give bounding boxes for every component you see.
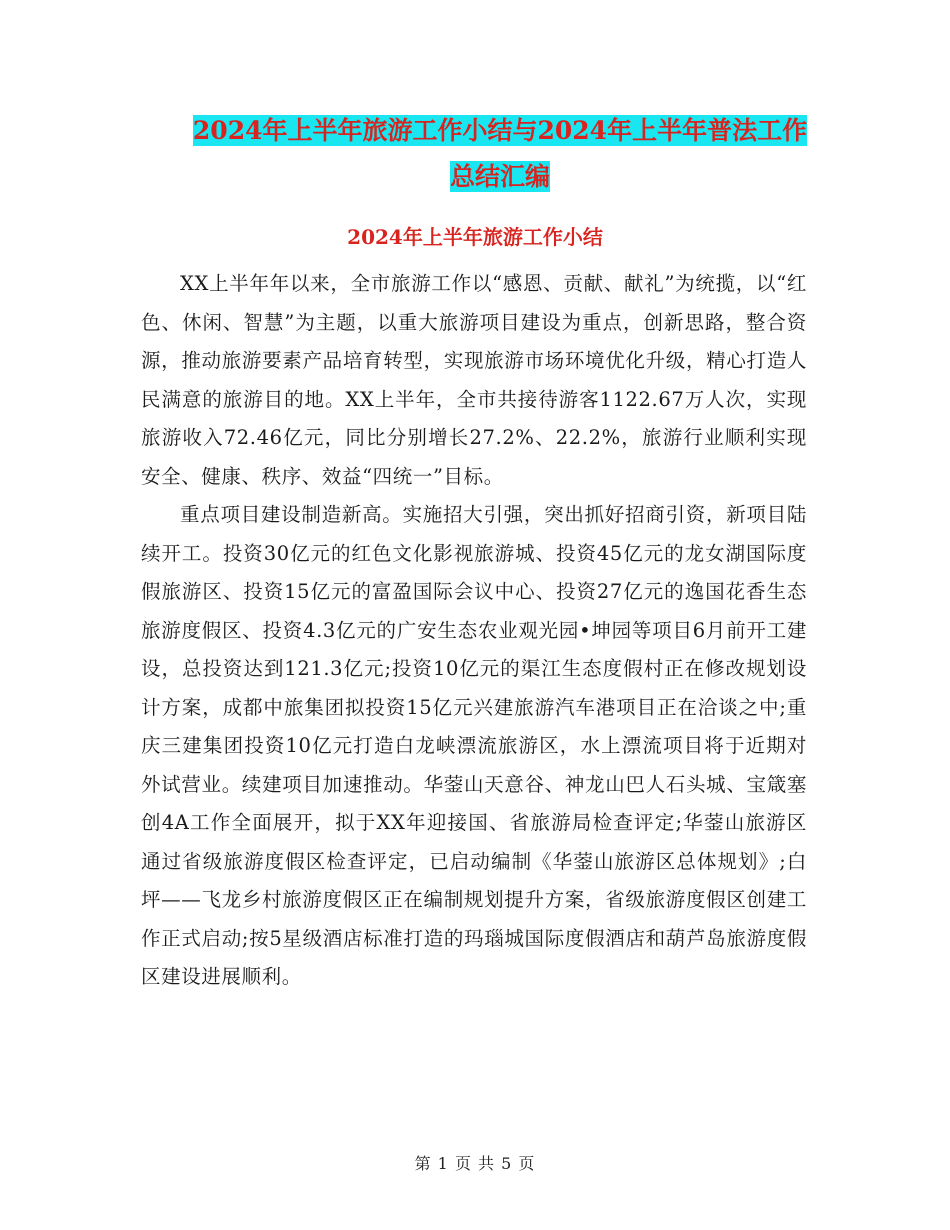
paragraph-2: 重点项目建设制造新高。实施招大引强，突出抓好招商引资，新项目陆续开工。投资30亿元的红色文化影视旅游城、投资45亿元的龙女湖国际度假旅游区、投资15亿元的富盈国际会议中心、投资27亿元的逸国花香生态旅游度假区、投资4.3亿元的广安生态农业观光园•坤园等项目6月前开工建设，总投资达到121.3亿元;投资10亿元的渠江生态度假村正在修改规划设计方案，成都中旅集团拟投资15亿元兴建旅游汽车港项目正在洽谈之中;重庆三建集团投资10亿元打造白龙峡漂流旅游区，水上漂流项目将于近期对外试营业。续建项目加速推动。华蓥山天意谷、神龙山巴人石头城、宝箴塞创4A工作全面展开，拟于XX年迎接国、省旅游局检查评定;华蓥山旅游区通过省级旅游度假区检查评定，已启动编制《华蓥山旅游区总体规划》;白坪——飞龙乡村旅游度假区正在编制规划提升方案，省级旅游度假区创建工作正式启动;按5星级酒店标准打造的玛瑙城国际度假酒店和葫芦岛旅游度假区建设进展顺利。 xyxy=(141,503,807,988)
body-text xyxy=(141,265,807,997)
document-title xyxy=(120,108,880,200)
document-title-line-2: 总结汇编 xyxy=(449,162,550,191)
page-footer: 第 1 页 共 5 页 xyxy=(414,1154,536,1173)
paragraph-1: XX上半年年以来，全市旅游工作以“感恩、贡献、献礼”为统揽，以“红色、休闲、智慧”为主题，以重大旅游项目建设为重点，创新思路，整合资源，推动旅游要素产品培育转型，实现旅游市场环境优化升级，精心打造人民满意的旅游目的地。XX上半年，全市共接待游客1122.67万人次，实现旅游收入72.46亿元，同比分别增长27.2%、22.2%，旅游行业顺利实现安全、健康、秩序、效益“四统一”目标。 xyxy=(141,272,807,488)
section-title: 2024年上半年旅游工作小结 xyxy=(347,225,603,249)
document-title-line-1: 2024年上半年旅游工作小结与2024年上半年普法工作 xyxy=(192,116,808,145)
